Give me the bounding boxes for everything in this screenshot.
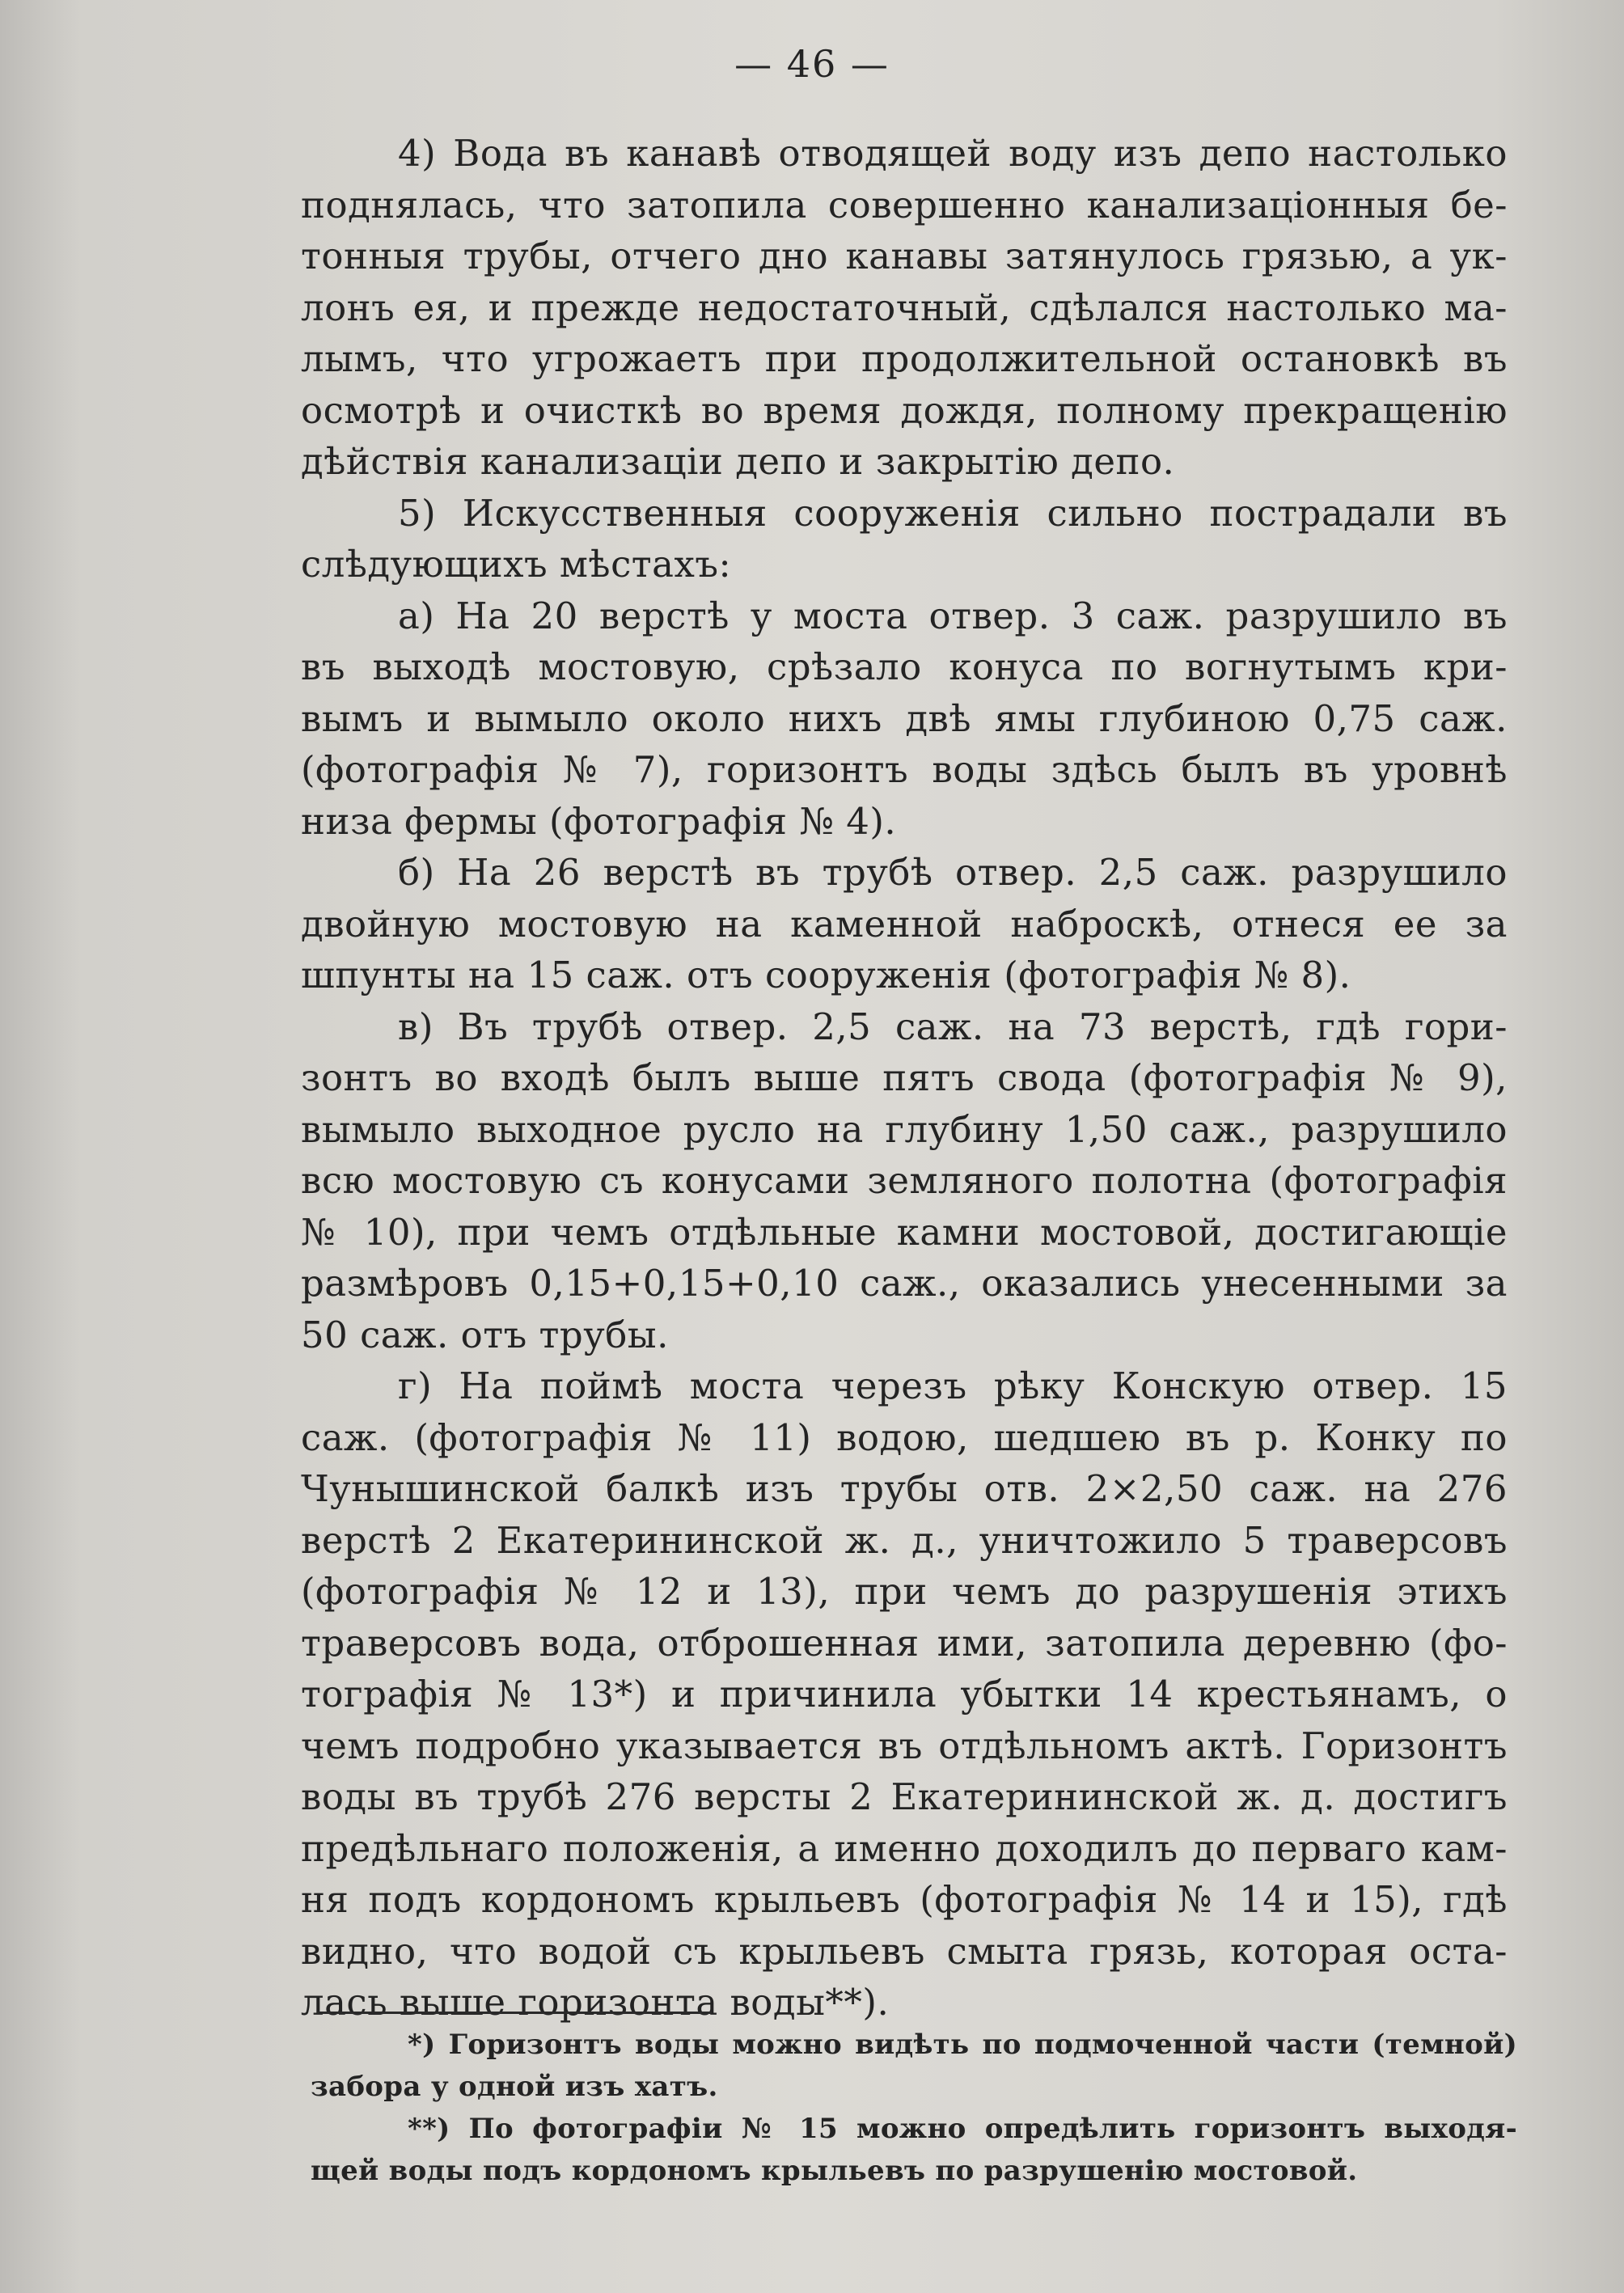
- body-text: [301, 128, 1508, 2029]
- text-line: чемъ подробно указывается въ отдѣльномъ актѣ. Горизонтъ: [301, 1724, 1508, 1767]
- text-line: 4) Вода въ канавѣ отводящей воду изъ депо настолько: [398, 132, 1508, 175]
- text-line: всю мостовую съ конусами земляного полотна (фотографія: [301, 1159, 1508, 1202]
- text-line: б) На 26 верстѣ въ трубѣ отвер. 2,5 саж. разрушило: [398, 851, 1508, 894]
- text-line: саж. (фотографія № 11) водою, шедшею въ р. Конку по: [301, 1415, 1508, 1459]
- footnote-divider: [317, 2012, 712, 2014]
- text-line: верстѣ 2 Екатерининской ж. д., уничтожило 5 траверсовъ: [301, 1518, 1508, 1562]
- text-line: ня подъ кордономъ крыльевъ (фотографія № 14 и 15), гдѣ: [301, 1878, 1508, 1921]
- footnote-line: **) По фотографіи № 15 можно опредѣлить горизонтъ выходя-: [408, 2113, 1517, 2145]
- text-line: (фотографія № 12 и 13), при чемъ до разрушенія этихъ: [301, 1570, 1508, 1613]
- text-line: 50 саж. отъ трубы.: [301, 1313, 669, 1356]
- text-line: (фотографія № 7), горизонтъ воды здѣсь былъ въ уровнѣ: [301, 748, 1508, 791]
- text-line: предѣльнаго положенія, а именно доходилъ до перваго кам-: [301, 1826, 1508, 1870]
- text-line: тографія № 13*) и причинила убытки 14 крестьянамъ, о: [301, 1673, 1508, 1716]
- text-line: лымъ, что угрожаетъ при продолжительной остановкѣ въ: [301, 337, 1508, 380]
- text-line: вымъ и вымыло около нихъ двѣ ямы глубиною 0,75 саж.: [301, 696, 1508, 740]
- footnote-line: щей воды подъ кордономъ крыльевъ по разрушенію мостовой.: [311, 2155, 1358, 2187]
- text-line: въ выходѣ мостовую, срѣзало конуса по вогнутымъ кри-: [301, 645, 1508, 688]
- text-line: воды въ трубѣ 276 версты 2 Екатерининской ж. д. достигъ: [301, 1775, 1508, 1818]
- text-line: в) Въ трубѣ отвер. 2,5 саж. на 73 верстѣ, гдѣ гори-: [398, 1005, 1508, 1048]
- text-line: а) На 20 верстѣ у моста отвер. 3 саж. разрушило въ: [398, 594, 1508, 637]
- text-line: лонъ ея, и прежде недостаточный, сдѣлался настолько ма-: [301, 286, 1508, 329]
- text-line: низа фермы (фотографія № 4).: [301, 799, 897, 843]
- text-line: зонтъ во входѣ былъ выше пятъ свода (фотографія № 9),: [301, 1056, 1508, 1099]
- footnote-line: забора у одной изъ хатъ.: [311, 2071, 718, 2103]
- footnotes: [311, 2024, 1517, 2192]
- text-line: г) На поймѣ моста черезъ рѣку Конскую отвер. 15: [398, 1364, 1508, 1407]
- text-line: слѣдующихъ мѣстахъ:: [301, 543, 732, 586]
- text-line: тонныя трубы, отчего дно канавы затянулось грязью, а ук-: [301, 235, 1508, 277]
- text-line: шпунты на 15 саж. отъ сооруженія (фотографія № 8).: [301, 954, 1351, 996]
- text-line: поднялась, что затопила совершенно канализаціонныя бе-: [301, 183, 1508, 226]
- text-line: № 10), при чемъ отдѣльные камни мостовой, достигающіе: [301, 1210, 1508, 1254]
- text-line: осмотрѣ и очисткѣ во время дождя, полному прекращенію: [301, 388, 1508, 432]
- text-line: дѣйствія канализаціи депо и закрытію депо.: [301, 440, 1175, 483]
- text-line: вымыло выходное русло на глубину 1,50 саж., разрушило: [301, 1107, 1508, 1151]
- page-number: — 46 —: [734, 42, 890, 86]
- text-line: лась выше горизонта воды**).: [301, 1981, 890, 2024]
- text-line: двойную мостовую на каменной наброскѣ, отнеся ее за: [301, 902, 1508, 946]
- text-line: траверсовъ вода, отброшенная ими, затопила деревню (фо-: [301, 1621, 1508, 1665]
- text-line: размѣровъ 0,15+0,15+0,10 саж., оказались унесенными за: [301, 1262, 1508, 1305]
- text-line: Чунышинской балкѣ изъ трубы отв. 2×2,50 саж. на 276: [301, 1467, 1508, 1510]
- text-line: 5) Искусственныя сооруженія сильно пострадали въ: [398, 491, 1508, 535]
- footnote-line: *) Горизонтъ воды можно видѣть по подмоченной части (темной): [408, 2029, 1517, 2061]
- text-line: видно, что водой съ крыльевъ смыта грязь, которая оста-: [301, 1929, 1508, 1973]
